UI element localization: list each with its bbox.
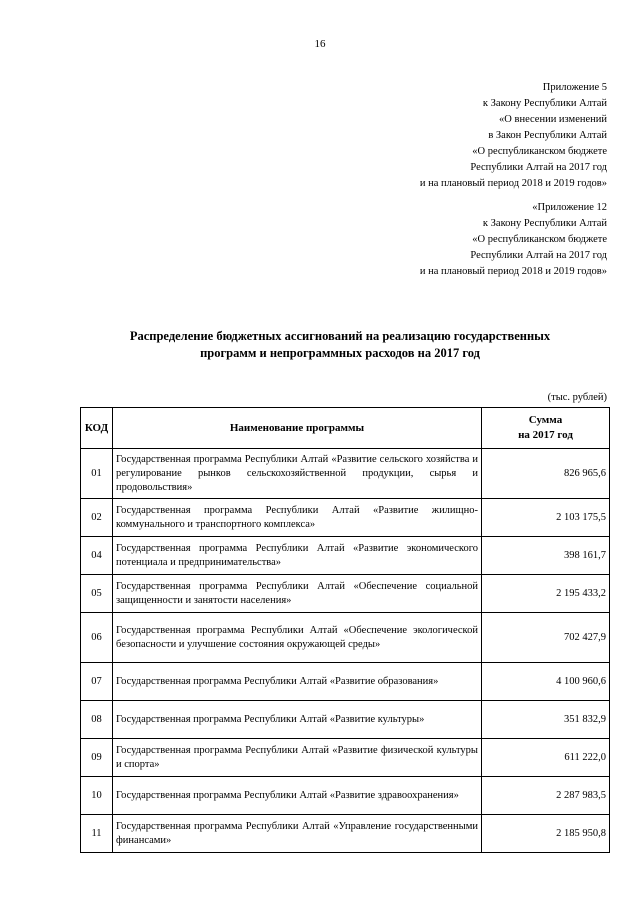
appendix-5-line: и на плановый период 2018 и 2019 годов» xyxy=(419,178,607,189)
table-row xyxy=(81,613,610,663)
appendix-5-line: Приложение 5 xyxy=(542,82,607,93)
appendix-12-line: к Закону Республики Алтай xyxy=(482,218,607,229)
table-row xyxy=(81,815,610,853)
header-sum-line: Сумма xyxy=(528,414,563,426)
row-name: Государственная программа Республики Алтай «Развитие культуры» xyxy=(113,701,482,739)
row-code: 10 xyxy=(81,777,113,815)
document-title-line: Распределение бюджетных ассигнований на реализацию государственных xyxy=(129,329,551,343)
table-row xyxy=(81,663,610,701)
header-name: Наименование программы xyxy=(113,408,482,449)
appendix-12-line: «О республиканском бюджете xyxy=(472,234,607,245)
units-note: (тыс. рублей) xyxy=(547,392,607,403)
document-title xyxy=(70,328,610,362)
header-sum-line: на 2017 год xyxy=(518,429,573,441)
row-code: 07 xyxy=(81,663,113,701)
row-sum: 2 195 433,2 xyxy=(482,575,610,613)
row-sum: 2 287 983,5 xyxy=(482,777,610,815)
row-sum: 4 100 960,6 xyxy=(482,663,610,701)
row-name: Государственная программа Республики Алтай «Развитие сельского хозяйства и регулирование рынков сельскохозяйственной продукции, сырья и продовольствия» xyxy=(113,449,482,499)
appendix-12-header xyxy=(420,200,607,280)
row-sum: 351 832,9 xyxy=(482,701,610,739)
row-sum: 702 427,9 xyxy=(482,613,610,663)
table-row xyxy=(81,701,610,739)
appendix-5-line: «О внесении изменений xyxy=(499,114,607,125)
row-code: 02 xyxy=(81,499,113,537)
row-sum: 611 222,0 xyxy=(482,739,610,777)
row-sum: 826 965,6 xyxy=(482,449,610,499)
appendix-12-line: и на плановый период 2018 и 2019 годов» xyxy=(419,266,607,277)
row-name: Государственная программа Республики Алтай «Развитие экономического потенциала и предпринимательства» xyxy=(113,537,482,575)
table-row xyxy=(81,537,610,575)
appendix-12-line: Республики Алтай на 2017 год xyxy=(470,250,607,261)
row-code: 08 xyxy=(81,701,113,739)
row-code: 01 xyxy=(81,449,113,499)
row-name: Государственная программа Республики Алтай «Обеспечение экологической безопасности и улучшение состояния окружающей среды» xyxy=(113,613,482,663)
row-name: Государственная программа Республики Алтай «Развитие жилищно-коммунального и транспортного комплекса» xyxy=(113,499,482,537)
row-name: Государственная программа Республики Алтай «Управление государственными финансами» xyxy=(113,815,482,853)
row-name: Государственная программа Республики Алтай «Обеспечение социальной защищенности и занятости населения» xyxy=(113,575,482,613)
appendix-5-line: «О республиканском бюджете xyxy=(472,146,607,157)
appendix-12-line: «Приложение 12 xyxy=(532,202,607,213)
table-row xyxy=(81,575,610,613)
row-code: 09 xyxy=(81,739,113,777)
appendix-5-line: в Закон Республики Алтай xyxy=(488,130,607,141)
row-name: Государственная программа Республики Алтай «Развитие здравоохранения» xyxy=(113,777,482,815)
budget-table xyxy=(80,407,610,853)
row-code: 04 xyxy=(81,537,113,575)
row-code: 05 xyxy=(81,575,113,613)
page-number: 16 xyxy=(314,38,326,50)
table-row xyxy=(81,449,610,499)
row-name: Государственная программа Республики Алтай «Развитие физической культуры и спорта» xyxy=(113,739,482,777)
table-row xyxy=(81,739,610,777)
appendix-5-line: к Закону Республики Алтай xyxy=(482,98,607,109)
appendix-5-line: Республики Алтай на 2017 год xyxy=(470,162,607,173)
row-sum: 2 185 950,8 xyxy=(482,815,610,853)
row-code: 06 xyxy=(81,613,113,663)
header-sum xyxy=(482,408,610,449)
document-title-line: программ и непрограммных расходов на 2017 год xyxy=(200,346,480,360)
row-code: 11 xyxy=(81,815,113,853)
table-row xyxy=(81,499,610,537)
row-sum: 398 161,7 xyxy=(482,537,610,575)
table-header-row xyxy=(81,408,610,449)
table-row xyxy=(81,777,610,815)
appendix-5-header xyxy=(420,80,607,192)
row-name: Государственная программа Республики Алтай «Развитие образования» xyxy=(113,663,482,701)
row-sum: 2 103 175,5 xyxy=(482,499,610,537)
header-code: КОД xyxy=(81,408,113,449)
